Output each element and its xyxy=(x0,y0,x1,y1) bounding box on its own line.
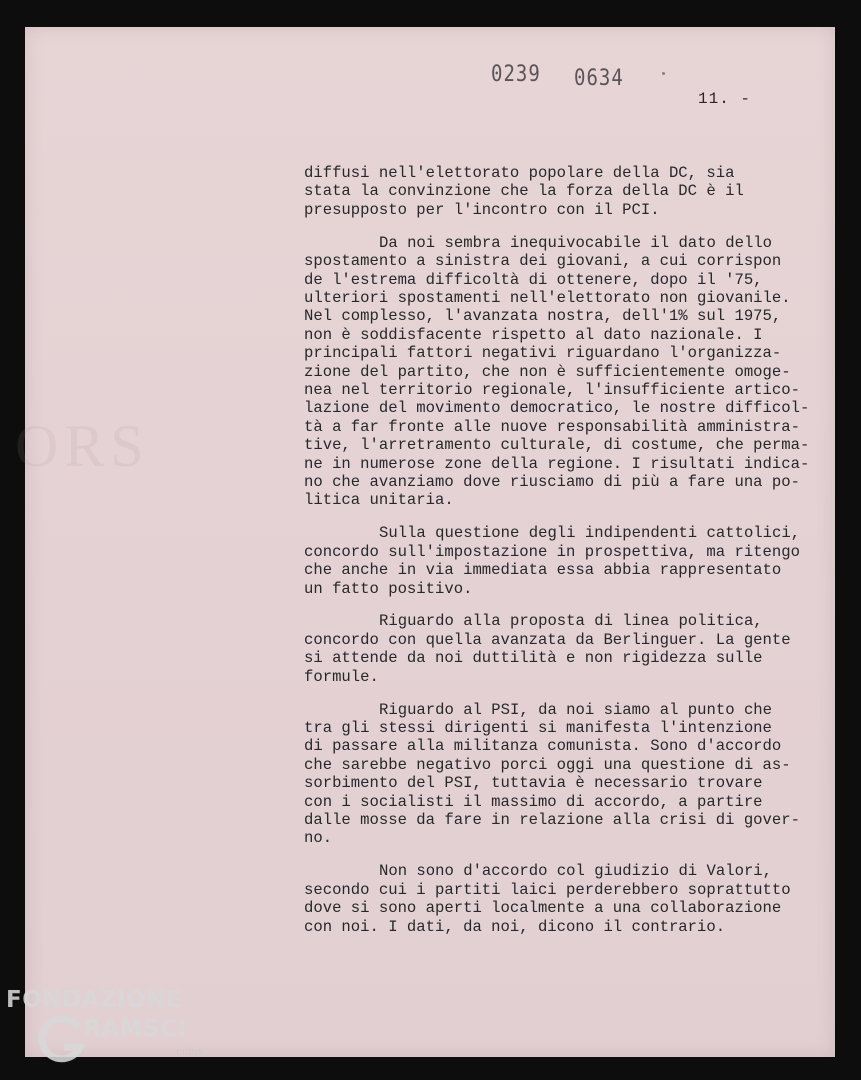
text-line: presupposto per l'incontro con il PCI. xyxy=(304,200,660,219)
text-line: dalle mosse da fare in relazione alla crisi di gover- xyxy=(304,811,800,829)
text-line: con i socialisti il massimo di accordo, a partire xyxy=(304,792,763,811)
text-line: formule. xyxy=(304,667,379,686)
text-line: no che avanziamo dove riusciamo di più a fare una po- xyxy=(304,473,800,491)
paragraph xyxy=(304,234,824,510)
text-line: che sarebbe negativo porci oggi una questione di as- xyxy=(304,755,791,774)
text-line: Nel complesso, l'avanzata nostra, dell'1% sul 1975, xyxy=(304,307,782,326)
text-line: principali fattori negativi riguardano l'organizza- xyxy=(304,344,782,363)
text-line: zione del partito, che non è sufficientemente omoge- xyxy=(304,362,791,381)
paragraph xyxy=(304,164,824,219)
archive-stamp-number-1: 0239 xyxy=(491,61,541,87)
background-watermark: ORS xyxy=(15,413,150,479)
text-line: lazione del movimento democratico, le nostre difficol- xyxy=(304,399,810,418)
archive-stamp-number-2: 0634 xyxy=(574,65,624,91)
text-line: tà a far fronte alle nuove responsabilità amministra- xyxy=(304,417,800,436)
stamp-dot-mark xyxy=(662,72,665,75)
text-line: si attende da noi duttilità e non rigidezza sulle xyxy=(304,649,763,668)
text-line: Riguardo alla proposta di linea politica, xyxy=(379,612,763,631)
text-line: che anche in via immediata essa abbia rappresentato xyxy=(304,561,782,580)
text-line: no. xyxy=(304,829,333,848)
fondazione-gramsci-logo xyxy=(6,987,216,1077)
text-line: Non sono d'accordo col giudizio di Valori, xyxy=(379,862,773,881)
text-line: de l'estrema difficoltà di ottenere, dopo il '75, xyxy=(304,270,763,289)
text-line: un fatto positivo. xyxy=(304,579,473,598)
logo-text-line-2: RAMSCI xyxy=(83,1016,187,1042)
text-line: Riguardo al PSI, da noi siamo al punto che xyxy=(379,700,773,719)
typed-body-text xyxy=(304,164,824,950)
text-line: ne in numerose zone della regione. I risultati indica- xyxy=(304,454,810,473)
logo-subtitle: onlus xyxy=(176,1047,203,1058)
text-line: litica unitaria. xyxy=(304,491,454,510)
text-line: ulteriori spostamenti nell'elettorato non giovanile. xyxy=(304,288,791,307)
paragraph xyxy=(304,524,824,598)
text-line: di passare alla militanza comunista. Sono d'accordo xyxy=(304,737,782,756)
text-line: concordo con quella avanzata da Berlinguer. La gente xyxy=(304,630,791,649)
text-line: Sulla questione degli indipendenti cattolici, xyxy=(379,524,801,543)
document-page xyxy=(15,27,835,1057)
text-line: tive, l'arretramento culturale, di costume, che perma- xyxy=(304,436,810,455)
logo-g-mark-icon xyxy=(38,1013,86,1065)
text-line: con noi. I dati, da noi, dicono il contrario. xyxy=(304,917,726,936)
text-line: non è soddisfacente rispetto al dato nazionale. I xyxy=(304,325,763,344)
text-line: tra gli stessi dirigenti si manifesta l'intenzione xyxy=(304,718,772,737)
page-number: 11. - xyxy=(698,90,752,108)
text-line: dove si sono aperti localmente a una collaborazione xyxy=(304,899,782,918)
text-line: stata la convinzione che la forza della DC è il xyxy=(304,182,744,201)
paragraph xyxy=(304,862,824,936)
logo-text-line-1: FONDAZIONE xyxy=(6,987,183,1013)
paragraph xyxy=(304,612,824,686)
text-line: diffusi nell'elettorato popolare della DC, sia xyxy=(304,164,735,182)
paragraph xyxy=(304,701,824,848)
text-line: sorbimento del PSI, tuttavia è necessario trovare xyxy=(304,774,763,793)
text-line: nea nel territorio regionale, l'insufficiente artico- xyxy=(304,380,800,399)
text-line: concordo sull'impostazione in prospettiva, ma ritengo xyxy=(304,542,800,561)
text-line: secondo cui i partiti laici perderebbero soprattutto xyxy=(304,880,791,899)
text-line: Da noi sembra inequivocabile il dato dello xyxy=(379,233,773,252)
text-line: spostamento a sinistra dei giovani, a cui corrispon xyxy=(304,252,782,271)
